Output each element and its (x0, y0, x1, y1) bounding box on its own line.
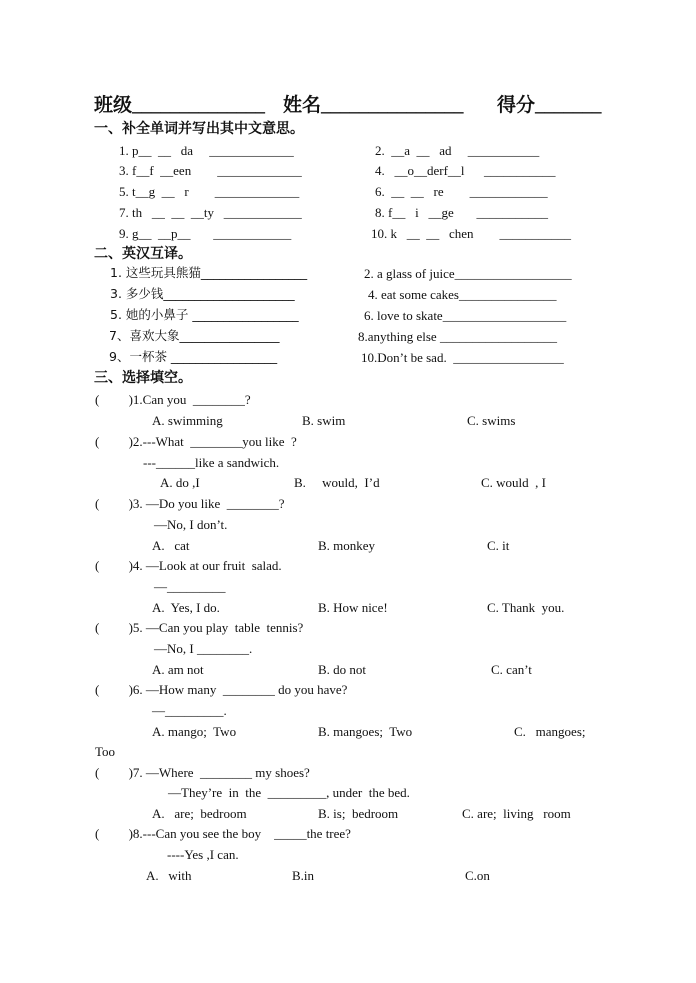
question-line: ( )1.Can you ________? (95, 392, 251, 407)
question-line: —No, I don’t. (154, 517, 228, 532)
option-c: C. swims (467, 413, 516, 428)
translation-item: 3. 多少钱_____________________ (110, 286, 295, 301)
question-line: —No, I ________. (154, 641, 253, 656)
word-item: 6. __ __ re ____________ (375, 184, 548, 199)
option-a: A. are; bedroom (152, 806, 247, 821)
option-b: B. swim (302, 413, 346, 428)
word-item: 5. t__g __ r _____________ (119, 184, 300, 199)
question-line: ( )2.---What ________you like ? (95, 434, 297, 449)
option-a: A. Yes, I do. (152, 600, 220, 615)
score-label: 得分_______ (497, 95, 602, 116)
section3-title: 三、选择填空。 (94, 370, 192, 386)
word-item: 3. f__f __een _____________ (119, 163, 302, 178)
translation-item: 8.anything else __________________ (358, 329, 557, 344)
translation-item: 7、喜欢大象________________ (109, 328, 280, 343)
option-c: C. would , I (481, 475, 546, 490)
option-b: B. monkey (318, 538, 376, 553)
translation-item: 10.Don’t be sad. _________________ (361, 350, 564, 365)
translation-item: 6. love to skate___________________ (364, 308, 567, 323)
option-a: A. cat (152, 538, 190, 553)
option-b: B. mangoes; Two (318, 724, 413, 739)
question-line: ---______like a sandwich. (143, 455, 280, 470)
section1-title: 一、补全单词并写出其中文意思。 (94, 121, 304, 137)
option-c: C. are; living room (462, 806, 571, 821)
option-a: A. swimming (152, 413, 223, 428)
translation-item: 4. eat some cakes_______________ (368, 287, 557, 302)
question-line: ( )6. —How many ________ do you have? (95, 682, 348, 697)
question-line: ----Yes ,I can. (167, 847, 239, 862)
translation-item: 5. 她的小鼻子 _________________ (110, 307, 299, 322)
option-c: C. Thank you. (487, 600, 565, 615)
translation-item: 2. a glass of juice__________________ (364, 266, 572, 281)
option-a: A. mango; Two (152, 724, 237, 739)
word-item: 2. __a __ ad ___________ (375, 143, 540, 158)
question-line: ( )7. —Where ________ my shoes? (95, 765, 310, 780)
question-line: —_________. (152, 703, 227, 718)
word-item: 1. p__ __ da _____________ (119, 143, 294, 158)
option-a: A. with (146, 868, 192, 883)
class-label: 班级______________ (94, 95, 266, 116)
question-line: ( )8.---Can you see the boy _____the tree? (95, 826, 351, 841)
option-b: B. is; bedroom (318, 806, 399, 821)
word-item: 8. f__ i __ge ___________ (375, 205, 548, 220)
option-b: B. would, I’d (294, 475, 380, 490)
translation-item: 9、一杯茶 _________________ (109, 349, 278, 364)
question-line: ( )4. —Look at our fruit salad. (95, 558, 282, 573)
word-item: 4. __o__derf__l ___________ (375, 163, 556, 178)
question-line: —They’re in the _________, under the bed. (168, 785, 410, 800)
option-b: B.in (292, 868, 315, 883)
section2-title: 二、英汉互译。 (94, 246, 192, 262)
option-a: A. am not (152, 662, 204, 677)
question-line: —_________ (154, 579, 226, 594)
option-c: C.on (465, 868, 490, 883)
option-c: C. can’t (491, 662, 532, 677)
translation-item: 1. 这些玩具熊猫_________________ (110, 265, 308, 280)
word-item: 9. g__ __p__ ____________ (119, 226, 292, 241)
question-line: ( )3. —Do you like ________? (95, 496, 285, 511)
question-line: ( )5. —Can you play table tennis? (95, 620, 304, 635)
option-a: A. do ,I (160, 475, 200, 490)
option-c-continued: Too (95, 744, 116, 759)
option-c: C. it (487, 538, 510, 553)
word-item: 7. th __ __ __ty ____________ (119, 205, 302, 220)
option-b: B. do not (318, 662, 367, 677)
option-b: B. How nice! (318, 600, 388, 615)
word-item: 10. k __ __ chen ___________ (371, 226, 572, 241)
option-c: C. mangoes; (514, 724, 586, 739)
name-label: 姓名_______________ (283, 95, 464, 116)
